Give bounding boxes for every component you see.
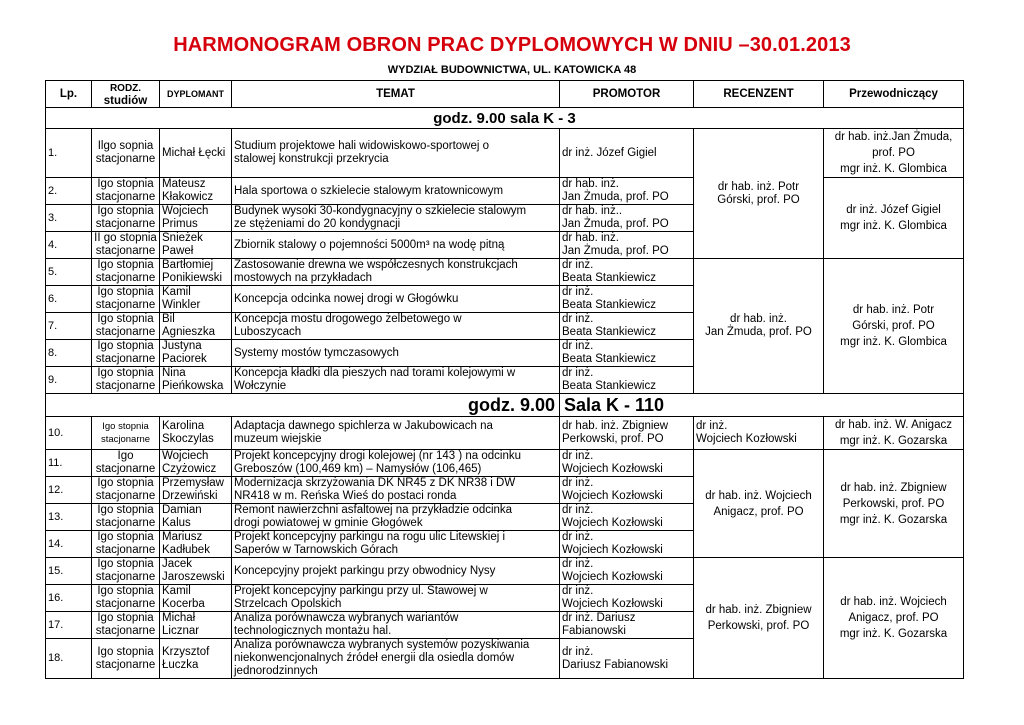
row-promotor-line1: dr inż.	[562, 585, 594, 597]
row-dyplomant	[160, 259, 232, 286]
row-rodzaj-line1: Igo stopnia	[97, 367, 154, 379]
row-rodzaj	[92, 340, 160, 367]
przewodniczacy-cell-line1: dr hab. inż. Wojciech	[840, 596, 947, 608]
row-dyplomant	[160, 477, 232, 504]
row-rodzaj	[92, 477, 160, 504]
row-temat-line2: technologicznych montażu hal.	[234, 625, 392, 637]
row-dyplomant-line2: Winkler	[162, 299, 201, 311]
row-temat-line2: stalowej konstrukcji przekrycia	[234, 153, 389, 165]
przewodniczacy-cell	[824, 178, 964, 259]
table-row	[46, 129, 964, 178]
row-rodzaj-line1: Igo stopnia	[97, 585, 154, 597]
row-rodzaj	[92, 232, 160, 259]
row-promotor	[560, 450, 694, 477]
row-temat-line2: Greboszów (100,469 km) – Namysłów (106,465)	[234, 463, 482, 475]
header-przewodniczacy: Przewodniczący	[824, 81, 964, 108]
row-dyplomant	[160, 313, 232, 340]
row-rodzaj	[92, 259, 160, 286]
row-temat	[232, 232, 560, 259]
przewodniczacy-cell-line3: mgr inż. K. Gozarska	[839, 628, 948, 640]
row-rodzaj-line1: Igo stopnia	[97, 205, 154, 217]
row-promotor-line2: Beata Stankiewicz	[562, 272, 656, 284]
row-temat-line1: Analiza porównawcza wybranych wariantów	[234, 612, 459, 624]
row-rodzaj	[92, 367, 160, 394]
recenzent-cell	[694, 450, 824, 558]
row-promotor-line1: dr inż.	[562, 286, 594, 298]
row-temat	[232, 612, 560, 639]
row-rodzaj	[92, 417, 160, 450]
header-dyplomant: DYPLOMANT	[160, 81, 232, 108]
recenzent-cell-line1: dr hab. inż.	[730, 313, 787, 325]
row-lp: 11.	[46, 450, 92, 477]
recenzent-cell-line2: Wojciech Kozłowski	[696, 433, 797, 445]
row-dyplomant-line2: Paweł	[162, 245, 194, 257]
row-promotor	[560, 286, 694, 313]
row-dyplomant-line2: Primus	[162, 218, 198, 230]
row-dyplomant-line2: Łuczka	[162, 658, 199, 671]
row-dyplomant-line2: Skoczylas	[162, 433, 214, 445]
header-rodz	[92, 81, 160, 108]
row-rodzaj-line1: Igo stopnia	[102, 421, 149, 432]
row-promotor	[560, 612, 694, 639]
row-dyplomant-line2: Kocerba	[162, 598, 205, 610]
row-temat-line2: ze stężeniami do 20 kondygnacji	[234, 218, 401, 230]
row-temat	[232, 178, 560, 205]
row-temat-line1: Modernizacja skrzyżowania DK NR45 z DK NR38 i DW	[234, 477, 516, 489]
row-promotor	[560, 531, 694, 558]
row-dyplomant-line1: Śnieżek	[162, 232, 203, 244]
row-temat-line2: drogi powiatowej w gminie Głogówek	[234, 517, 423, 529]
row-dyplomant	[160, 531, 232, 558]
row-temat	[232, 417, 560, 450]
row-dyplomant	[160, 585, 232, 612]
table-row	[46, 178, 964, 205]
row-dyplomant-line1: Bil	[162, 313, 175, 325]
row-temat	[232, 450, 560, 477]
row-temat-line1: Systemy mostów tymczasowych	[234, 346, 399, 359]
row-lp: 13.	[46, 504, 92, 531]
row-rodzaj	[92, 313, 160, 340]
section-title-k3: godz. 9.00 sala K - 3	[46, 108, 964, 129]
row-lp: 1.	[46, 129, 92, 178]
row-lp: 6.	[46, 286, 92, 313]
recenzent-cell	[694, 417, 824, 450]
row-dyplomant-line2: Licznar	[162, 625, 200, 637]
row-temat-line2: Wołczynie	[234, 380, 287, 392]
row-lp: 15.	[46, 558, 92, 585]
row-promotor-line2: Wojciech Kozłowski	[562, 490, 663, 502]
row-temat-line1: Projekt koncepcyjny parkingu przy ul. Stawowej w	[234, 585, 488, 597]
row-lp: 5.	[46, 259, 92, 286]
przewodniczacy-cell	[824, 450, 964, 558]
row-temat-line2: mostowych na przykładach	[234, 272, 373, 284]
row-lp: 2.	[46, 178, 92, 205]
recenzent-cell-line1: dr hab. inż. Zbigniew	[705, 604, 812, 616]
row-promotor	[560, 313, 694, 340]
recenzent-cell-line1: dr inż.	[696, 420, 728, 432]
row-promotor-line1: dr hab. inż. Zbigniew	[562, 420, 669, 432]
row-rodzaj	[92, 450, 160, 477]
table-row	[46, 558, 964, 585]
header-rodz-line2: studiów	[103, 94, 148, 107]
row-temat-line2: Saperów w Tarnowskich Górach	[234, 544, 399, 556]
row-rodzaj-line1: Igo stopnia	[97, 313, 154, 325]
row-dyplomant	[160, 286, 232, 313]
row-temat	[232, 340, 560, 367]
przewodniczacy-cell-line1: dr hab. inż.Jan Żmuda,	[834, 131, 953, 143]
row-temat	[232, 531, 560, 558]
row-rodzaj	[92, 531, 160, 558]
row-dyplomant-line1: Michał	[162, 612, 196, 624]
row-lp: 14.	[46, 531, 92, 558]
header-row	[46, 81, 964, 108]
row-dyplomant-line2: Czyżowicz	[162, 463, 217, 475]
row-dyplomant	[160, 450, 232, 477]
recenzent-cell-line1: dr hab. inż. Wojciech	[705, 489, 812, 502]
przewodniczacy-cell-line2: Perkowski, prof. PO	[842, 497, 945, 510]
row-lp: 4.	[46, 232, 92, 259]
row-promotor-line2: Wojciech Kozłowski	[562, 517, 663, 529]
row-promotor-line1: dr inż.	[562, 645, 594, 658]
row-rodzaj-line2: stacjonarne	[95, 326, 156, 338]
row-temat-line1: Koncepcja kładki dla pieszych nad torami kolejowymi w	[234, 367, 516, 379]
row-promotor-line1: dr inż.	[562, 259, 594, 271]
row-lp: 16.	[46, 585, 92, 612]
row-lp: 18.	[46, 639, 92, 679]
row-promotor	[560, 639, 694, 679]
przewodniczacy-cell-line3: mgr inż. K. Glombica	[840, 163, 947, 175]
header-promotor: PROMOTOR	[560, 81, 694, 108]
page-subtitle: WYDZIAŁ BUDOWNICTWA, UL. KATOWICKA 48	[387, 64, 637, 76]
row-promotor-line2: Beata Stankiewicz	[562, 353, 656, 365]
row-rodzaj-line2: stacjonarne	[95, 544, 156, 556]
row-promotor	[560, 417, 694, 450]
row-temat	[232, 367, 560, 394]
row-temat-line1: Projekt koncepcyjny drogi kolejowej (nr 143 ) na odcinku	[234, 450, 522, 462]
row-lp: 17.	[46, 612, 92, 639]
row-temat	[232, 313, 560, 340]
row-temat-line1: Adaptacja dawnego spichlerza w Jakubowicach na	[234, 420, 493, 432]
row-dyplomant-line1: Bartłomiej	[162, 259, 214, 271]
row-temat-line2: NR418 w m. Reńska Wieś do postaci ronda	[234, 490, 457, 502]
recenzent-cell	[694, 129, 824, 259]
row-lp: 10.	[46, 417, 92, 450]
row-dyplomant-line1: Wojciech	[162, 205, 209, 217]
row-promotor-line1: dr inż.	[562, 477, 594, 489]
przewodniczacy-cell-line1: dr hab. inż. Potr	[852, 304, 935, 316]
recenzent-cell-line2: Anigacz, prof. PO	[713, 505, 804, 518]
row-temat	[232, 286, 560, 313]
row-rodzaj-line1: Igo stopnia	[97, 477, 154, 489]
row-temat	[232, 639, 560, 679]
row-dyplomant	[160, 639, 232, 679]
row-promotor-line2: Beata Stankiewicz	[562, 326, 656, 338]
row-dyplomant-line1: Justyna	[162, 340, 202, 352]
row-temat-line2: Strzelcach Opolskich	[234, 598, 342, 610]
row-promotor	[560, 340, 694, 367]
row-temat-line1: Zastosowanie drewna we współczesnych konstrukcjach	[234, 259, 518, 271]
recenzent-cell-line2: Górski, prof. PO	[717, 193, 800, 206]
row-dyplomant-line2: Kalus	[162, 517, 191, 529]
row-promotor-line2: Beata Stankiewicz	[562, 299, 656, 311]
recenzent-cell-line2: Perkowski, prof. PO	[707, 620, 810, 632]
row-temat-line2: niekonwencjonalnych źródeł energii dla osiedla domów	[234, 652, 515, 664]
row-dyplomant-line1: Nina	[162, 367, 186, 379]
row-rodzaj-line2: stacjonarne	[95, 571, 156, 583]
table-row	[46, 450, 964, 477]
row-rodzaj	[92, 612, 160, 639]
row-dyplomant-line2: Paciorek	[162, 353, 207, 365]
row-promotor-line2: Wojciech Kozłowski	[562, 463, 663, 475]
table-row	[46, 417, 964, 450]
row-rodzaj-line1: Igo stopnia	[97, 504, 154, 516]
row-rodzaj	[92, 286, 160, 313]
row-rodzaj-line2: stacjonarne	[95, 218, 156, 230]
row-rodzaj	[92, 585, 160, 612]
row-dyplomant	[160, 178, 232, 205]
row-dyplomant-line2: Ponikiewski	[162, 272, 223, 284]
przewodniczacy-cell-line3: mgr inż. K. Glombica	[840, 336, 947, 348]
row-temat-line3: jednorodzinnych	[234, 665, 318, 677]
row-promotor	[560, 477, 694, 504]
row-rodzaj-line2: stacjonarne	[95, 191, 156, 203]
section-header-k3	[46, 108, 964, 129]
row-promotor-line1: dr inż.	[562, 313, 594, 325]
row-dyplomant-line2: Jaroszewski	[162, 571, 225, 583]
row-dyplomant-line1: Krzysztof	[162, 645, 210, 658]
row-temat-line1: Koncepcyjny projekt parkingu przy obwodnicy Nysy	[234, 564, 496, 577]
row-promotor-line1: dr inż.	[562, 450, 594, 462]
row-rodzaj-line1: Igo stopnia	[97, 612, 154, 624]
przewodniczacy-cell-line1: dr inż. Józef Gigiel	[846, 204, 941, 216]
row-rodzaj-line1: Igo stopnia	[97, 558, 154, 570]
row-promotor-line1: dr inż.	[562, 504, 594, 516]
row-temat-line1: Zbiornik stalowy o pojemności 5000m³ na wodę pitną	[234, 238, 505, 251]
row-dyplomant-line2: Kadłubek	[162, 544, 210, 556]
row-promotor	[560, 178, 694, 205]
row-rodzaj	[92, 639, 160, 679]
row-promotor	[560, 367, 694, 394]
row-promotor-line1: dr inż.	[562, 340, 594, 352]
header-temat: TEMAT	[232, 81, 560, 108]
row-promotor-line1: dr inż.	[562, 531, 594, 543]
przewodniczacy-cell	[824, 558, 964, 679]
row-promotor-line2: Wojciech Kozłowski	[562, 571, 663, 583]
przewodniczacy-cell-line3: mgr inż. K. Gozarska	[839, 513, 948, 526]
row-temat-line1: Koncepcja mostu drogowego żelbetowego w	[234, 313, 462, 325]
przewodniczacy-cell	[824, 129, 964, 178]
row-promotor	[560, 205, 694, 232]
row-dyplomant-line1: Mateusz	[162, 178, 206, 190]
section-room-k110: Sala K - 110	[560, 394, 964, 417]
przewodniczacy-cell-line2: Górski, prof. PO	[852, 320, 935, 332]
row-rodzaj-line2: stacjonarne	[95, 598, 156, 610]
row-rodzaj-line2: stacjonarne	[95, 353, 156, 365]
row-temat	[232, 205, 560, 232]
row-rodzaj-line1: Igo stopnia	[97, 531, 154, 543]
row-rodzaj-line1: Ilgo sopnia	[97, 140, 154, 152]
recenzent-cell	[694, 558, 824, 679]
row-temat	[232, 504, 560, 531]
row-lp: 8.	[46, 340, 92, 367]
przewodniczacy-cell-line1: dr hab. inż. Zbigniew	[840, 481, 947, 494]
row-rodzaj-line2: stacjonarne	[95, 625, 156, 637]
row-rodzaj	[92, 504, 160, 531]
row-temat-line1: Studium projektowe hali widowiskowo-sportowej o	[234, 140, 490, 152]
row-dyplomant-line1: Kamil	[162, 286, 191, 298]
row-rodzaj-line1: Igo stopnia	[97, 286, 154, 298]
row-rodzaj-line2: stacjonarne	[100, 434, 151, 445]
row-dyplomant	[160, 205, 232, 232]
row-rodzaj	[92, 558, 160, 585]
header-rodz-line1: RODZ.	[109, 82, 142, 94]
przewodniczacy-cell	[824, 417, 964, 450]
przewodniczacy-cell-line2: prof. PO	[872, 147, 915, 159]
row-dyplomant-line1: Damian	[162, 504, 202, 516]
row-promotor-line1: dr inż. Dariusz	[562, 612, 636, 624]
row-promotor	[560, 504, 694, 531]
row-promotor	[560, 259, 694, 286]
header-lp: Lp.	[46, 81, 92, 108]
row-dyplomant	[160, 129, 232, 178]
row-promotor-line1: dr inż.	[562, 367, 594, 379]
section-header-k110	[46, 394, 964, 417]
row-promotor	[560, 585, 694, 612]
przewodniczacy-cell	[824, 259, 964, 394]
row-rodzaj-line2: stacjonarne	[95, 299, 156, 311]
row-temat-line1: Hala sportowa o szkielecie stalowym kratownicowym	[234, 184, 504, 197]
row-dyplomant-line1: Michał Łęcki	[162, 146, 226, 159]
row-rodzaj-line2: stacjonarne	[95, 517, 156, 529]
przewodniczacy-cell-line1: dr hab. inż. W. Anigacz	[835, 419, 952, 431]
row-dyplomant-line2: Agnieszka	[162, 326, 216, 338]
row-temat-line2: Luboszycach	[234, 326, 302, 338]
row-rodzaj-line2: stacjonarne	[95, 463, 156, 475]
row-promotor-line1: dr hab. inż..	[562, 205, 623, 217]
row-dyplomant	[160, 612, 232, 639]
page-title: HARMONOGRAM OBRON PRAC DYPLOMOWYCH W DNIU –30.01.2013	[173, 34, 851, 56]
row-temat-line1: Analiza porównawcza wybranych systemów pozyskiwania	[234, 639, 530, 651]
row-lp: 12.	[46, 477, 92, 504]
row-dyplomant	[160, 340, 232, 367]
recenzent-cell	[694, 259, 824, 394]
row-temat	[232, 477, 560, 504]
schedule-table	[45, 80, 964, 679]
recenzent-cell-line1: dr hab. inż. Potr	[717, 180, 800, 193]
row-promotor-line2: Beata Stankiewicz	[562, 380, 656, 392]
row-rodzaj-line2: stacjonarne	[95, 272, 156, 284]
row-rodzaj-line2: stacjonarne	[95, 658, 156, 671]
recenzent-cell-line2: Jan Żmuda, prof. PO	[705, 326, 812, 338]
row-rodzaj-line1: Igo stopnia	[97, 645, 154, 658]
header-recenzent: RECENZENT	[694, 81, 824, 108]
row-rodzaj-line1: II go stopnia	[94, 232, 157, 244]
row-dyplomant-line2: Kłakowicz	[162, 191, 214, 203]
row-dyplomant-line1: Wojciech	[162, 450, 209, 462]
row-temat	[232, 129, 560, 178]
row-rodzaj	[92, 178, 160, 205]
przewodniczacy-cell-line2: mgr inż. K. Glombica	[840, 220, 947, 232]
table-row	[46, 259, 964, 286]
row-lp: 9.	[46, 367, 92, 394]
row-dyplomant-line1: Przemysław	[162, 477, 224, 489]
row-dyplomant-line2: Pieńkowska	[162, 380, 224, 392]
row-rodzaj-line1: Igo stopnia	[97, 340, 154, 352]
row-promotor	[560, 558, 694, 585]
row-promotor-line2: Jan Żmuda, prof. PO	[562, 218, 669, 230]
row-promotor-line2: Jan Żmuda, prof. PO	[562, 191, 669, 203]
row-dyplomant	[160, 504, 232, 531]
row-dyplomant	[160, 558, 232, 585]
row-temat-line1: Remont nawierzchni asfaltowej na przykładzie odcinka	[234, 504, 513, 516]
row-temat	[232, 585, 560, 612]
row-rodzaj-line2: stacjonarne	[95, 245, 156, 257]
row-lp: 3.	[46, 205, 92, 232]
row-promotor	[560, 232, 694, 259]
row-dyplomant-line1: Mariusz	[162, 531, 203, 543]
row-temat-line1: Budynek wysoki 30-kondygnacyjny o szkielecie stalowym	[234, 205, 527, 217]
row-temat-line1: Koncepcja odcinka nowej drogi w Głogówku	[234, 292, 459, 305]
row-dyplomant-line2: Drzewiński	[162, 490, 218, 502]
row-temat-line1: Projekt koncepcyjny parkingu na rogu ulic Litewskiej i	[234, 531, 506, 543]
row-temat	[232, 259, 560, 286]
row-promotor-line2: Wojciech Kozłowski	[562, 598, 663, 610]
row-dyplomant	[160, 232, 232, 259]
row-rodzaj-line1: Igo stopnia	[97, 178, 154, 190]
section-time-k110: godz. 9.00	[46, 394, 560, 417]
row-dyplomant-line1: Jacek	[162, 558, 193, 570]
row-promotor-line2: Dariusz Fabianowski	[562, 658, 669, 671]
row-promotor-line2: Perkowski, prof. PO	[562, 433, 664, 445]
row-temat	[232, 558, 560, 585]
row-dyplomant-line1: Karolina	[162, 420, 205, 432]
row-rodzaj	[92, 129, 160, 178]
row-rodzaj	[92, 205, 160, 232]
row-promotor-line1: dr hab. inż.	[562, 178, 619, 190]
row-lp: 7.	[46, 313, 92, 340]
row-dyplomant	[160, 367, 232, 394]
row-promotor-line1: dr hab. inż.	[562, 232, 619, 244]
row-promotor-line2: Wojciech Kozłowski	[562, 544, 663, 556]
row-rodzaj-line2: stacjonarne	[95, 153, 156, 165]
row-promotor-line2: Jan Żmuda, prof. PO	[562, 245, 669, 257]
row-temat-line2: muzeum wiejskie	[234, 433, 322, 445]
row-rodzaj-line1: Igo stopnia	[97, 259, 154, 271]
row-promotor-line1: dr inż.	[562, 558, 594, 570]
row-promotor-line1: dr inż. Józef Gigiel	[562, 146, 657, 159]
row-dyplomant	[160, 417, 232, 450]
row-rodzaj-line2: stacjonarne	[95, 490, 156, 502]
row-promotor-line2: Fabianowski	[562, 625, 626, 637]
row-rodzaj-line2: stacjonarne	[95, 380, 156, 392]
row-rodzaj-line1: Igo	[117, 450, 134, 462]
przewodniczacy-cell-line2: mgr inż. K. Gozarska	[839, 435, 948, 447]
row-promotor	[560, 129, 694, 178]
przewodniczacy-cell-line2: Anigacz, prof. PO	[848, 612, 939, 624]
row-dyplomant-line1: Kamil	[162, 585, 191, 597]
